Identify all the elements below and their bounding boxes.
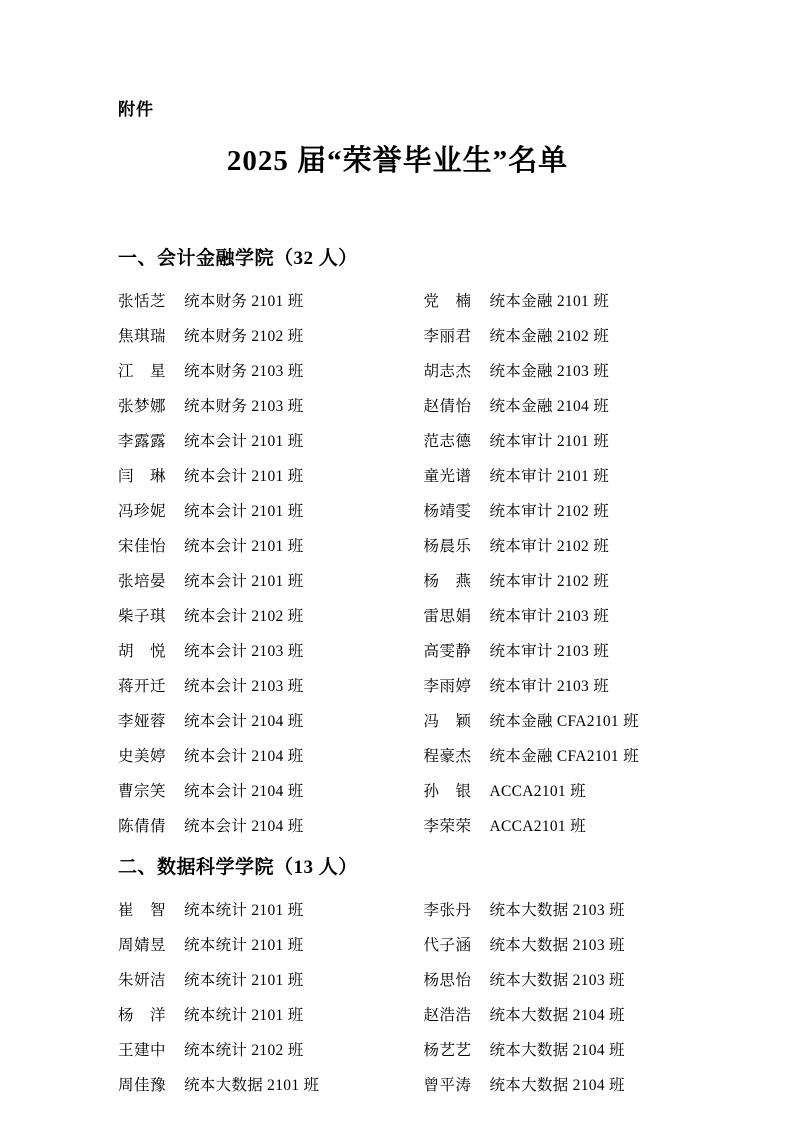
list-item xyxy=(424,494,690,529)
student-class: 统本金融 2104 班 xyxy=(489,398,610,415)
student-class: 统本会计 2101 班 xyxy=(184,538,304,555)
list-item xyxy=(424,424,690,459)
list-item xyxy=(424,564,690,599)
section-heading: 二、数据科学学院（13 人） xyxy=(118,857,358,878)
sections-container xyxy=(118,243,689,1103)
student-name: 周佳豫 xyxy=(118,1077,167,1094)
list-item xyxy=(424,634,690,669)
list-item xyxy=(424,739,690,774)
list-item xyxy=(424,998,690,1033)
student-name: 杨晨乐 xyxy=(423,538,472,555)
student-class: 统本会计 2104 班 xyxy=(184,783,304,800)
student-class: 统本审计 2102 班 xyxy=(489,503,610,520)
student-class: 统本会计 2101 班 xyxy=(184,468,304,485)
student-class: 统本统计 2101 班 xyxy=(184,1007,304,1024)
student-class: 统本审计 2103 班 xyxy=(489,678,610,695)
student-name: 柴子琪 xyxy=(118,608,167,625)
list-item xyxy=(118,494,404,529)
student-class: 统本会计 2101 班 xyxy=(184,433,304,450)
student-name: 杨靖雯 xyxy=(423,503,472,520)
student-class: 统本财务 2103 班 xyxy=(184,363,304,380)
student-class: 统本大数据 2103 班 xyxy=(489,972,625,989)
student-name: 闫 琳 xyxy=(118,468,167,485)
student-class: 统本会计 2101 班 xyxy=(184,573,304,590)
student-name: 胡 悦 xyxy=(118,643,167,660)
name-column-left xyxy=(118,284,404,844)
section-columns xyxy=(118,284,689,844)
student-class: 统本金融 CFA2101 班 xyxy=(489,713,639,730)
list-item xyxy=(118,354,404,389)
student-name: 周婧昱 xyxy=(118,937,167,954)
student-class: 统本会计 2104 班 xyxy=(184,748,304,765)
student-name: 代子涵 xyxy=(423,937,472,954)
list-item xyxy=(118,809,404,844)
page-title: 2025 届“荣誉毕业生”名单 xyxy=(226,145,569,177)
student-name: 冯 颖 xyxy=(423,713,472,730)
name-column-right xyxy=(404,893,690,1103)
list-item xyxy=(118,389,404,424)
student-class: 统本会计 2103 班 xyxy=(184,643,304,660)
student-class: 统本会计 2102 班 xyxy=(184,608,304,625)
student-name: 李娅蓉 xyxy=(118,713,167,730)
list-item xyxy=(118,1033,404,1068)
student-class: 统本财务 2101 班 xyxy=(184,293,304,310)
student-name: 杨思怡 xyxy=(423,972,472,989)
student-class: 统本统计 2101 班 xyxy=(184,972,304,989)
student-class: 统本大数据 2103 班 xyxy=(489,902,625,919)
list-item xyxy=(118,739,404,774)
student-class: 统本财务 2102 班 xyxy=(184,328,304,345)
student-name: 朱妍洁 xyxy=(118,972,167,989)
student-name: 杨艺艺 xyxy=(423,1042,472,1059)
name-column-right xyxy=(404,284,690,844)
list-item xyxy=(424,669,690,704)
list-item xyxy=(424,284,690,319)
section xyxy=(118,243,689,844)
student-name: 蒋开迁 xyxy=(118,678,167,695)
student-class: 统本会计 2103 班 xyxy=(184,678,304,695)
list-item xyxy=(118,424,404,459)
student-class: 统本审计 2103 班 xyxy=(489,608,610,625)
name-column-left xyxy=(118,893,404,1103)
student-name: 张梦娜 xyxy=(118,398,167,415)
student-class: 统本金融 2101 班 xyxy=(489,293,610,310)
student-name: 李露露 xyxy=(118,433,167,450)
list-item xyxy=(118,284,404,319)
list-item xyxy=(118,1068,404,1103)
student-class: ACCA2101 班 xyxy=(489,818,586,835)
student-name: 李荣荣 xyxy=(423,818,472,835)
student-name: 杨 燕 xyxy=(423,573,472,590)
student-name: 张培晏 xyxy=(118,573,167,590)
list-item xyxy=(424,704,690,739)
student-name: 焦琪瑞 xyxy=(118,328,167,345)
list-item xyxy=(424,529,690,564)
student-name: 崔 智 xyxy=(118,902,167,919)
student-class: 统本大数据 2103 班 xyxy=(489,937,625,954)
student-class: 统本大数据 2104 班 xyxy=(489,1077,625,1094)
list-item xyxy=(118,669,404,704)
student-class: 统本统计 2101 班 xyxy=(184,937,304,954)
student-name: 雷思娟 xyxy=(423,608,472,625)
student-name: 程豪杰 xyxy=(423,748,472,765)
list-item xyxy=(424,319,690,354)
student-class: 统本审计 2101 班 xyxy=(489,433,610,450)
student-name: 范志德 xyxy=(423,433,472,450)
list-item xyxy=(118,893,404,928)
student-name: 王建中 xyxy=(118,1042,167,1059)
list-item xyxy=(118,998,404,1033)
student-class: 统本大数据 2104 班 xyxy=(489,1042,625,1059)
student-name: 赵浩浩 xyxy=(423,1007,472,1024)
student-name: 李丽君 xyxy=(423,328,472,345)
student-class: 统本审计 2103 班 xyxy=(489,643,610,660)
section-heading: 一、会计金融学院（32 人） xyxy=(118,248,358,269)
student-class: 统本金融 2102 班 xyxy=(489,328,610,345)
student-class: ACCA2101 班 xyxy=(489,783,586,800)
list-item xyxy=(424,774,690,809)
list-item xyxy=(424,963,690,998)
student-name: 李雨婷 xyxy=(423,678,472,695)
list-item xyxy=(424,354,690,389)
student-name: 江 星 xyxy=(118,363,167,380)
list-item xyxy=(424,459,690,494)
list-item xyxy=(424,599,690,634)
list-item xyxy=(118,928,404,963)
student-class: 统本审计 2102 班 xyxy=(489,538,610,555)
student-name: 胡志杰 xyxy=(423,363,472,380)
attachment-label: 附件 xyxy=(118,100,154,119)
student-class: 统本财务 2103 班 xyxy=(184,398,304,415)
student-name: 曹宗笑 xyxy=(118,783,167,800)
student-name: 高雯静 xyxy=(423,643,472,660)
section-columns xyxy=(118,893,689,1103)
list-item xyxy=(118,599,404,634)
student-name: 史美婷 xyxy=(118,748,167,765)
student-class: 统本金融 CFA2101 班 xyxy=(489,748,639,765)
list-item xyxy=(118,963,404,998)
student-class: 统本会计 2104 班 xyxy=(184,713,304,730)
student-class: 统本大数据 2101 班 xyxy=(184,1077,320,1094)
list-item xyxy=(424,809,690,844)
student-name: 童光谱 xyxy=(423,468,472,485)
student-name: 陈倩倩 xyxy=(118,818,167,835)
list-item xyxy=(118,704,404,739)
list-item xyxy=(118,529,404,564)
list-item xyxy=(118,459,404,494)
student-name: 李张丹 xyxy=(423,902,472,919)
student-class: 统本审计 2101 班 xyxy=(489,468,610,485)
student-name: 党 楠 xyxy=(423,293,472,310)
list-item xyxy=(424,389,690,424)
student-name: 冯珍妮 xyxy=(118,503,167,520)
list-item xyxy=(118,634,404,669)
list-item xyxy=(424,928,690,963)
student-class: 统本统计 2101 班 xyxy=(184,902,304,919)
list-item xyxy=(424,1068,690,1103)
student-class: 统本统计 2102 班 xyxy=(184,1042,304,1059)
student-name: 孙 银 xyxy=(423,783,472,800)
section xyxy=(118,852,689,1103)
student-class: 统本金融 2103 班 xyxy=(489,363,610,380)
student-class: 统本大数据 2104 班 xyxy=(489,1007,625,1024)
student-name: 赵倩怡 xyxy=(423,398,472,415)
student-name: 宋佳怡 xyxy=(118,538,167,555)
student-class: 统本审计 2102 班 xyxy=(489,573,610,590)
student-name: 曾平涛 xyxy=(423,1077,472,1094)
list-item xyxy=(118,564,404,599)
student-class: 统本会计 2104 班 xyxy=(184,818,304,835)
student-class: 统本会计 2101 班 xyxy=(184,503,304,520)
list-item xyxy=(424,1033,690,1068)
student-name: 张恬芝 xyxy=(118,293,167,310)
list-item xyxy=(118,319,404,354)
student-name: 杨 洋 xyxy=(118,1007,167,1024)
list-item xyxy=(424,893,690,928)
list-item xyxy=(118,774,404,809)
